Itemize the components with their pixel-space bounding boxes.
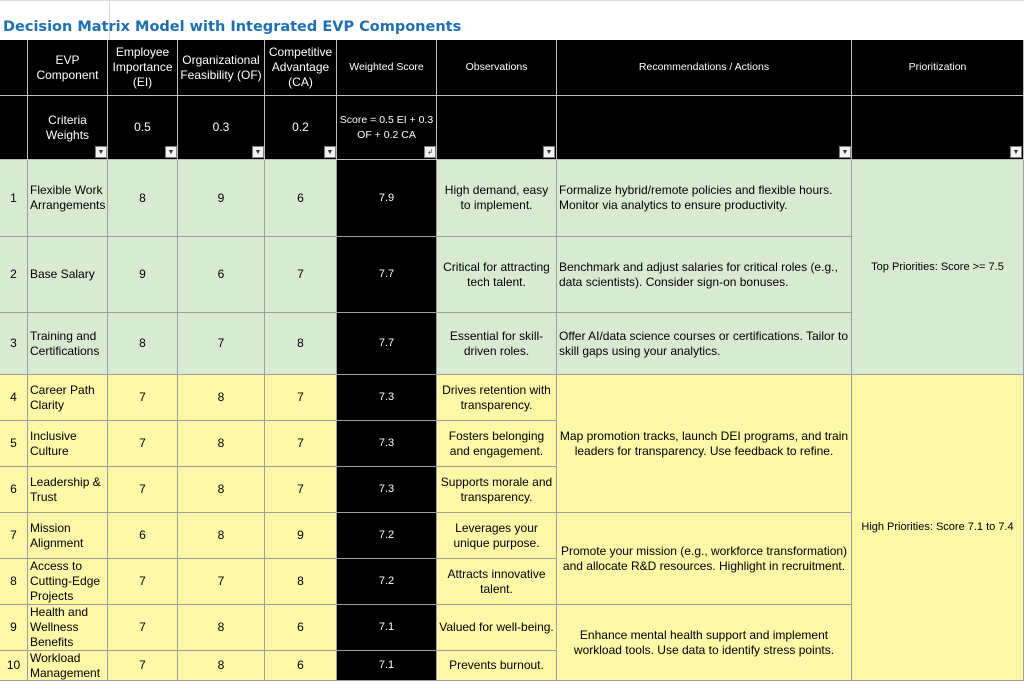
evp-component-cell[interactable] [28, 605, 108, 651]
ca-cell[interactable] [265, 605, 337, 651]
row-number-text: 7 [10, 528, 17, 542]
ca-cell-text: 7 [297, 436, 304, 450]
header-prioritization-text: Prioritization [908, 61, 967, 73]
ca-cell-text: 8 [297, 574, 304, 588]
ca-cell[interactable] [265, 467, 337, 513]
of-cell[interactable] [178, 467, 265, 513]
row-number [0, 237, 28, 313]
header-employee-importance [108, 40, 178, 96]
ca-cell[interactable] [265, 237, 337, 313]
weighted-score-cell[interactable] [337, 375, 437, 421]
evp-component-cell-text: Access to Cutting-Edge Projects [30, 559, 101, 603]
recommendation-cell-text: Map promotion tracks, launch DEI programs, and train leaders for transparency. Use feedback to refine. [559, 428, 849, 458]
of-cell[interactable] [178, 651, 265, 681]
ei-cell-text: 8 [139, 190, 146, 205]
weights-observations [437, 96, 557, 160]
weights-num [0, 96, 28, 160]
evp-component-cell-text: Inclusive Culture [30, 428, 77, 458]
ca-cell[interactable] [265, 651, 337, 681]
filter-of-button[interactable]: ▼ [252, 146, 264, 158]
ca-cell[interactable] [265, 513, 337, 559]
ei-cell[interactable] [108, 237, 178, 313]
header-competitive-advantage [265, 40, 337, 96]
of-cell-text: 8 [217, 620, 225, 634]
of-cell[interactable] [178, 605, 265, 651]
observation-cell-text: Leverages your unique purpose. [453, 520, 540, 550]
weighted-score-cell[interactable] [337, 559, 437, 605]
header-employee-importance-text: Employee Importance (EI) [112, 45, 173, 89]
of-cell-text: 6 [217, 267, 225, 281]
of-cell-text: 8 [217, 658, 225, 672]
row-number [0, 467, 28, 513]
ca-cell[interactable] [265, 375, 337, 421]
weighted-score-cell[interactable] [337, 605, 437, 651]
row-number-text: 2 [10, 267, 17, 281]
ei-cell-text: 7 [139, 482, 146, 496]
observation-cell-text: Supports morale and transparency. [440, 474, 553, 504]
evp-component-cell-text: Health and Wellness Benefits [30, 605, 89, 649]
header-evp-component-text: EVP Component [36, 52, 99, 82]
of-cell-text: 8 [217, 528, 225, 542]
observation-cell-text: Valued for well-being. [439, 620, 554, 634]
of-cell-text: 7 [217, 574, 225, 588]
ca-cell-text: 9 [297, 528, 304, 542]
header-weighted-score [337, 40, 437, 96]
ei-cell-text: 9 [139, 267, 146, 281]
of-cell-text: 9 [217, 190, 225, 205]
row-number [0, 375, 28, 421]
ei-cell[interactable] [108, 605, 178, 651]
row-number [0, 513, 28, 559]
weighted-score-cell[interactable] [337, 467, 437, 513]
ca-cell-text: 6 [297, 658, 304, 672]
observation-cell[interactable] [437, 421, 557, 467]
row-number-text: 9 [10, 620, 17, 634]
ei-cell[interactable] [108, 651, 178, 681]
weighted-score-cell-text: 7.7 [378, 337, 395, 349]
evp-component-cell[interactable] [28, 160, 108, 237]
observation-cell[interactable] [437, 375, 557, 421]
weighted-score-cell-text: 7.3 [378, 437, 395, 449]
evp-component-cell-text: Leadership & Trust [30, 474, 101, 504]
header-weighted-score-text: Weighted Score [349, 61, 424, 73]
recommendation-cell[interactable] [557, 513, 852, 605]
header-organizational-feasibility-text: Organizational Feasibility (OF) [180, 52, 262, 82]
evp-component-cell-text: Training and Certifications [30, 328, 100, 358]
weight-ca-text: 0.2 [292, 120, 309, 134]
ei-cell[interactable] [108, 467, 178, 513]
of-cell-text: 8 [217, 390, 225, 404]
observation-cell[interactable] [437, 651, 557, 681]
weighted-score-cell[interactable] [337, 237, 437, 313]
ei-cell-text: 7 [139, 436, 146, 450]
ei-cell-text: 7 [139, 658, 146, 672]
observation-cell[interactable] [437, 160, 557, 237]
header-competitive-advantage-text: Competitive Advantage (CA) [268, 45, 333, 89]
ei-cell[interactable] [108, 421, 178, 467]
recommendation-cell[interactable] [557, 237, 852, 313]
weighted-score-cell[interactable] [337, 160, 437, 237]
evp-component-cell[interactable] [28, 651, 108, 681]
row-number [0, 421, 28, 467]
row-number [0, 605, 28, 651]
filter-ca-button[interactable]: ▼ [324, 146, 336, 158]
row-number-text: 10 [6, 658, 21, 672]
row-number [0, 160, 28, 237]
of-cell-text: 8 [217, 482, 225, 496]
evp-component-cell[interactable] [28, 237, 108, 313]
weighted-score-cell[interactable] [337, 421, 437, 467]
evp-component-cell[interactable] [28, 313, 108, 375]
observation-cell-text: Fosters belonging and engagement. [448, 428, 545, 458]
evp-component-cell-text: Base Salary [30, 267, 95, 281]
of-cell[interactable] [178, 375, 265, 421]
weighted-score-cell-text: 7.3 [378, 483, 395, 495]
observation-cell[interactable] [437, 559, 557, 605]
ei-cell-text: 7 [139, 390, 146, 404]
ca-cell[interactable] [265, 559, 337, 605]
prioritization-top-cell-text: Top Priorities: Score >= 7.5 [871, 260, 1004, 273]
weights-recommendations [557, 96, 852, 160]
evp-component-cell-text: Mission Alignment [30, 520, 84, 550]
of-cell[interactable] [178, 559, 265, 605]
observation-cell-text: Attracts innovative talent. [447, 566, 546, 596]
evp-component-cell[interactable] [28, 375, 108, 421]
ei-cell[interactable] [108, 313, 178, 375]
header-num [0, 40, 28, 96]
ca-cell-text: 7 [297, 390, 304, 404]
recommendation-cell-text: Promote your mission (e.g., workforce transformation) and allocate R&D resources. Highlight in recruitment. [560, 543, 848, 573]
header-recommendations-text: Recommendations / Actions [638, 61, 770, 73]
weights-label-text: Criteria Weights [45, 112, 90, 142]
observation-cell-text: Drives retention with transparency. [442, 382, 551, 412]
weighted-score-formula [337, 96, 437, 160]
evp-component-cell[interactable] [28, 513, 108, 559]
observation-cell-text: Prevents burnout. [449, 658, 544, 672]
recommendation-cell-text: Enhance mental health support and implement workload tools. Use data to identify stress points. [573, 627, 835, 657]
ei-cell-text: 7 [139, 620, 146, 634]
weighted-score-cell-text: 7.3 [378, 391, 395, 403]
page-title: Decision Matrix Model with Integrated EVP Components [3, 19, 462, 35]
observation-cell[interactable] [437, 513, 557, 559]
weight-ei-text: 0.5 [134, 120, 151, 134]
weighted-score-cell[interactable] [337, 651, 437, 681]
ca-cell[interactable] [265, 421, 337, 467]
filter-evp-component-button[interactable]: ▼ [95, 146, 107, 158]
recommendation-cell[interactable] [557, 160, 852, 237]
evp-component-cell[interactable] [28, 467, 108, 513]
filter-recommendations-button[interactable]: ▼ [839, 146, 851, 158]
header-observations [437, 40, 557, 96]
ei-cell-text: 8 [139, 336, 146, 350]
evp-component-cell-text: Career Path Clarity [30, 382, 95, 412]
row-number-text: 1 [10, 190, 17, 205]
prioritization-top-cell[interactable] [852, 160, 1024, 375]
weights-prioritization [852, 96, 1024, 160]
row-number-text: 6 [10, 482, 17, 496]
observation-cell-text: Essential for skill-driven roles. [449, 328, 544, 358]
header-recommendations [557, 40, 852, 96]
weighted-score-cell-text: 7.2 [378, 575, 395, 587]
evp-component-cell[interactable] [28, 421, 108, 467]
observation-cell[interactable] [437, 467, 557, 513]
header-observations-text: Observations [465, 61, 528, 73]
ei-cell-text: 6 [139, 528, 146, 542]
header-prioritization [852, 40, 1024, 96]
weighted-score-cell-text: 7.1 [378, 621, 395, 633]
observation-cell[interactable] [437, 313, 557, 375]
weighted-score-cell[interactable] [337, 313, 437, 375]
filter-observations-button[interactable]: ▼ [543, 146, 555, 158]
recommendation-cell[interactable] [557, 375, 852, 513]
evp-component-cell-text: Workload Management [30, 651, 101, 680]
observation-cell-text: High demand, easy to implement. [444, 183, 549, 212]
weighted-score-formula-text: Score = 0.5 EI + 0.3 OF + 0.2 CA [339, 113, 434, 141]
ca-cell[interactable] [265, 313, 337, 375]
weighted-score-cell-text: 7.1 [378, 659, 395, 671]
of-cell-text: 8 [217, 436, 225, 450]
ca-cell-text: 6 [297, 620, 304, 634]
row-number [0, 651, 28, 681]
row-number-text: 8 [10, 574, 17, 588]
ca-cell-text: 7 [297, 482, 304, 496]
of-cell-text: 7 [217, 336, 225, 350]
ei-cell[interactable] [108, 513, 178, 559]
of-cell[interactable] [178, 160, 265, 237]
ca-cell-text: 7 [297, 267, 304, 281]
filter-prioritization-button[interactable]: ▼ [1010, 146, 1022, 158]
ei-cell[interactable] [108, 559, 178, 605]
row-number-text: 3 [10, 336, 17, 350]
filter-ei-button[interactable]: ▼ [165, 146, 177, 158]
row-number-text: 4 [10, 390, 17, 404]
observation-cell[interactable] [437, 605, 557, 651]
observation-cell[interactable] [437, 237, 557, 313]
of-cell[interactable] [178, 237, 265, 313]
weighted-score-cell[interactable] [337, 513, 437, 559]
weighted-score-cell-text: 7.9 [378, 191, 395, 204]
header-organizational-feasibility [178, 40, 265, 96]
recommendation-cell-text: Benchmark and adjust salaries for critical roles (e.g., data scientists). Consider sign-on bonuses. [559, 259, 838, 289]
ei-cell[interactable] [108, 375, 178, 421]
weight-of-text: 0.3 [212, 120, 230, 134]
row-number [0, 313, 28, 375]
of-cell[interactable] [178, 313, 265, 375]
ca-cell-text: 6 [297, 190, 304, 205]
evp-component-cell-text: Flexible Work Arrangements [30, 183, 106, 212]
recommendation-cell-text: Offer AI/data science courses or certifications. Tailor to skill gaps using your analytics. [559, 328, 849, 358]
recommendation-cell[interactable] [557, 605, 852, 681]
ei-cell-text: 7 [139, 574, 146, 588]
prioritization-high-cell-text: High Priorities: Score 7.1 to 7.4 [861, 521, 1014, 533]
sheet-top-gridline [0, 0, 1024, 1]
ei-cell[interactable] [108, 160, 178, 237]
header-evp-component [28, 40, 108, 96]
prioritization-high-cell[interactable] [852, 375, 1024, 681]
evp-component-cell[interactable] [28, 559, 108, 605]
row-number-text: 5 [10, 436, 17, 450]
row-number [0, 559, 28, 605]
of-cell[interactable] [178, 513, 265, 559]
recommendation-cell[interactable] [557, 313, 852, 375]
ca-cell[interactable] [265, 160, 337, 237]
ca-cell-text: 8 [297, 336, 304, 350]
observation-cell-text: Critical for attracting tech talent. [443, 259, 550, 289]
sort-weighted-score-button[interactable]: ↲ [424, 146, 436, 158]
of-cell[interactable] [178, 421, 265, 467]
recommendation-cell-text: Formalize hybrid/remote policies and flexible hours. Monitor via analytics to ensure productivity. [559, 183, 833, 212]
weighted-score-cell-text: 7.7 [378, 268, 395, 280]
weighted-score-cell-text: 7.2 [378, 529, 395, 541]
